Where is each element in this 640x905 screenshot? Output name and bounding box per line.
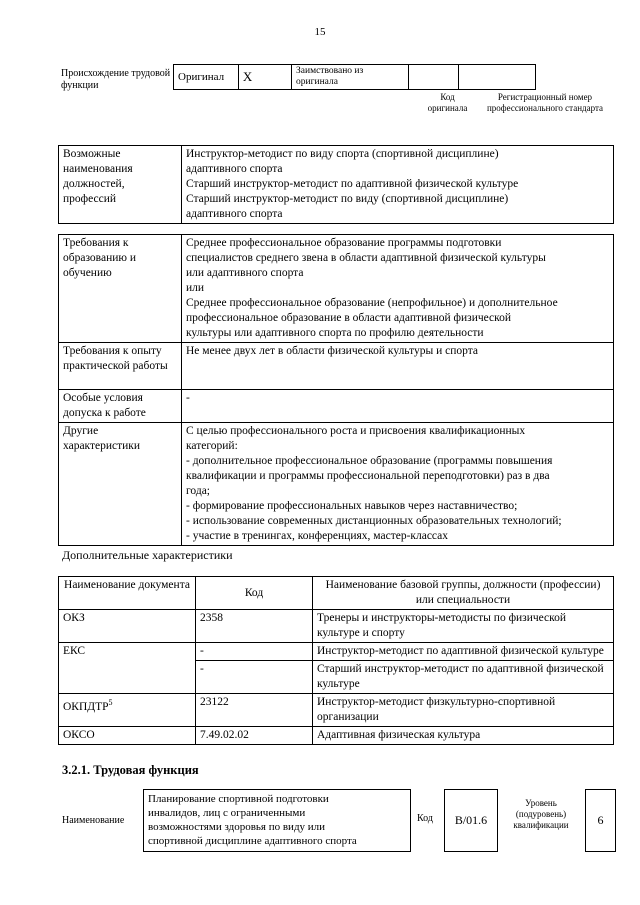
req-line: Среднее профессиональное образование программы подготовки — [186, 237, 502, 249]
additional-table — [58, 576, 614, 745]
req-label-experience: Требования к опыту практической работы — [59, 343, 182, 390]
requirements-table — [58, 234, 614, 546]
table-row — [59, 343, 614, 390]
req-line: специалистов среднего звена в области адаптивной физической культуры — [186, 252, 546, 264]
cell-doc: ЕКС — [59, 643, 196, 694]
table-header-row — [59, 577, 614, 610]
function-name-line: спортивной дисциплине адаптивного спорта — [148, 835, 357, 847]
cell-doc-text: ОКПДТР — [63, 700, 109, 713]
req-value-other — [182, 423, 614, 546]
cell-code: 23122 — [196, 694, 313, 727]
positions-line: адаптивного спорта — [186, 208, 283, 220]
req-line: - участие в тренингах, конференциях, мастер-классах — [186, 530, 449, 542]
req-line: - использование современных дистанционных образовательных технологий; — [186, 515, 562, 527]
cell-name: Тренеры и инструкторы-методисты по физической культуре и спорту — [313, 610, 614, 643]
positions-line: Старший инструктор-методист по виду (спортивной дисциплине) — [186, 193, 509, 205]
req-line: - дополнительное профессиональное образование (программы повышения — [186, 455, 553, 467]
function-name-line: возможностями здоровья по виду или — [148, 821, 326, 833]
req-value-conditions — [182, 390, 614, 423]
cell-name: Адаптивная физическая культура — [313, 727, 614, 745]
table-row — [59, 423, 614, 546]
cell-doc: ОКСО — [59, 727, 196, 745]
req-line: Не менее двух лет в области физической культуры и спорта — [186, 345, 478, 357]
positions-line: адаптивного спорта — [186, 163, 283, 175]
origin-code-cell — [409, 65, 459, 90]
positions-label: Возможные наименования должностей, профессий — [59, 146, 182, 224]
function-name-label: Наименование — [62, 815, 125, 826]
req-line: профессиональное образование в области адаптивной физической — [186, 312, 512, 324]
cell-name: Старший инструктор-методист по адаптивной физической культуре — [313, 661, 614, 694]
req-line: года; — [186, 485, 210, 497]
table-row — [59, 390, 614, 423]
req-label-other: Другие характеристики — [59, 423, 182, 546]
origin-code-caption: Код оригинала — [427, 92, 468, 113]
origin-borrowed-label: Заимствовано из оригинала — [292, 65, 409, 90]
positions-line: Старший инструктор-методист по адаптивной физической культуре — [186, 178, 519, 190]
table-row — [59, 235, 614, 343]
additional-title: Дополнительные характеристики — [62, 548, 233, 562]
req-value-experience — [182, 343, 614, 390]
cell-code: 7.49.02.02 — [196, 727, 313, 745]
page-number: 15 — [314, 26, 326, 38]
req-line: культуры или адаптивного спорта по профилю деятельности — [186, 327, 484, 339]
req-line: квалификации и программы профессиональной переподготовки) раз в два — [186, 470, 550, 482]
footnote-mark: 5 — [108, 698, 113, 707]
positions-value — [182, 146, 614, 224]
table-row — [59, 727, 614, 745]
cell-name: Инструктор-методист физкультурно-спортивной организации — [313, 694, 614, 727]
req-line: или адаптивного спорта — [186, 267, 304, 279]
cell-code: - — [196, 661, 313, 694]
table-row — [59, 643, 614, 661]
function-name-box — [143, 789, 411, 852]
cell-name: Инструктор-методист по адаптивной физической культуре — [313, 643, 614, 661]
origin-original-mark: X — [238, 65, 291, 90]
function-level-box: 6 — [585, 789, 616, 852]
function-level-label: Уровень (подуровень) квалификации — [513, 798, 569, 830]
req-value-education — [182, 235, 614, 343]
header-name: Наименование базовой группы, должности (профессии) или специальности — [313, 577, 614, 610]
origin-table — [173, 64, 536, 90]
origin-reg-cell — [459, 65, 536, 90]
positions-line: Инструктор-методист по виду спорта (спортивной дисциплине) — [186, 148, 499, 160]
table-row — [59, 694, 614, 727]
function-name-line: инвалидов, лиц с ограниченными — [148, 807, 306, 819]
function-code-label: Код — [417, 813, 433, 824]
function-code-box: B/01.6 — [444, 789, 498, 852]
header-code: Код — [196, 577, 313, 610]
req-label-education: Требования к образованию и обучению — [59, 235, 182, 343]
table-row — [59, 610, 614, 643]
req-label-conditions: Особые условия допуска к работе — [59, 390, 182, 423]
origin-reg-caption: Регистрационный номер профессионального стандарта — [486, 92, 604, 113]
req-line: Среднее профессиональное образование (непрофильное) и дополнительное — [186, 297, 558, 309]
origin-original-label: Оригинал — [174, 65, 239, 90]
positions-table — [58, 145, 614, 224]
req-line: - — [186, 392, 190, 404]
req-line: - формирование профессиональных навыков через наставничество; — [186, 500, 518, 512]
cell-code: 2358 — [196, 610, 313, 643]
function-heading: 3.2.1. Трудовая функция — [62, 763, 199, 777]
function-name-line: Планирование спортивной подготовки — [148, 793, 329, 805]
cell-code: - — [196, 643, 313, 661]
cell-doc: ОКЗ — [59, 610, 196, 643]
req-line: или — [186, 282, 205, 294]
req-line: категорий: — [186, 440, 238, 452]
origin-label: Происхождение трудовой функции — [61, 68, 171, 91]
req-line: С целью профессионального роста и присвоения квалификационных — [186, 425, 526, 437]
cell-doc — [59, 694, 196, 727]
header-document: Наименование документа — [59, 577, 196, 610]
